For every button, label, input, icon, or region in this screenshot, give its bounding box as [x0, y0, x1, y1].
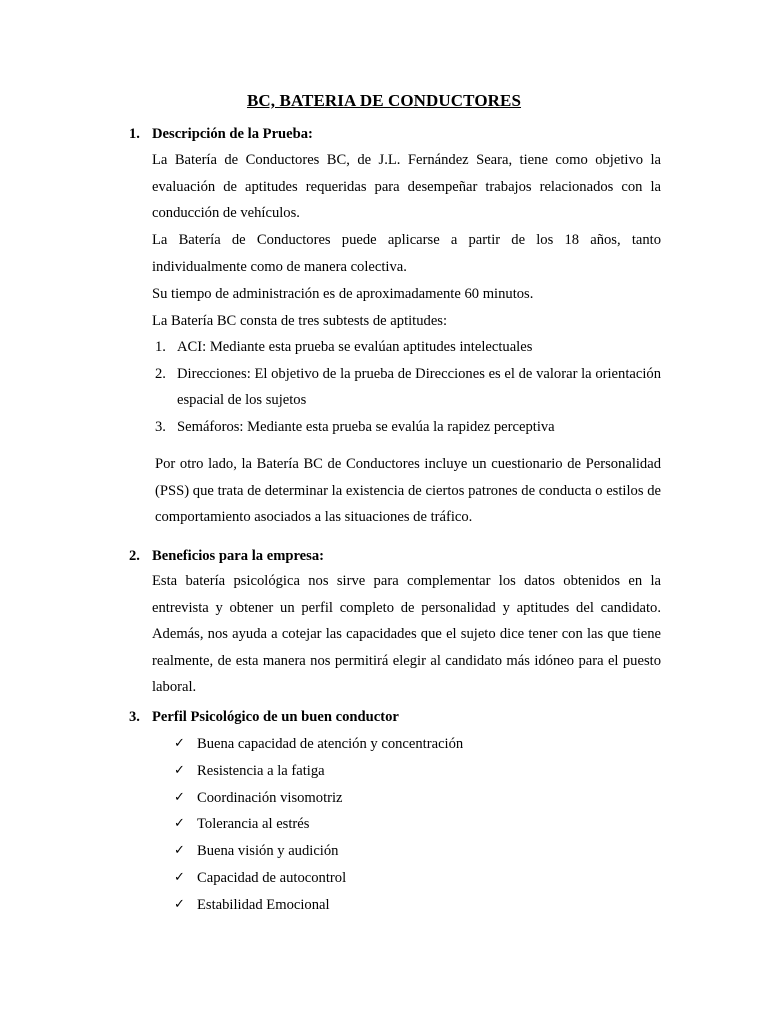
checkmark-icon: ✓ — [174, 869, 185, 885]
list-item — [155, 361, 661, 414]
subtest-2-text: Direcciones: El objetivo de la prueba de Direcciones es el de valorar la orientación espacial de los sujetos — [177, 365, 661, 408]
list-item — [174, 892, 463, 919]
subtest-3-text: Semáforos: Mediante esta prueba se evalúa la rapidez perceptiva — [177, 418, 555, 435]
list-item — [174, 731, 463, 758]
section-1-paragraph-3: Su tiempo de administración es de aproximadamente 60 minutos. — [152, 286, 534, 302]
list-item — [174, 838, 463, 865]
subtest-2-number: 2. — [155, 365, 166, 382]
list-item — [155, 414, 661, 441]
trait-text: Estabilidad Emocional — [197, 896, 330, 913]
traits-list — [174, 731, 463, 919]
subtests-list — [155, 334, 661, 440]
section-2-heading — [129, 548, 324, 565]
section-2-paragraph: Esta batería psicológica nos sirve para complementar los datos obtenidos en la entrevista y obtener un perfil completo de personalidad y aptitudes del candidato. Además, nos ayuda a cotejar las capacidades que el sujeto dice tener con las que tiene realmente, de esta manera nos permitirá elegir al candidato más idóneo para el puesto laboral. — [152, 573, 661, 695]
list-item — [174, 865, 463, 892]
trait-text: Tolerancia al estrés — [197, 816, 310, 833]
list-item — [174, 785, 463, 812]
subtest-1-number: 1. — [155, 339, 166, 355]
subtest-1-text: ACI: Mediante esta prueba se evalúan aptitudes intelectuales — [177, 339, 533, 355]
checkmark-icon: ✓ — [174, 896, 185, 912]
section-1-paragraph-2: La Batería de Conductores puede aplicarse a partir de los 18 años, tanto individualmente como de manera colectiva. — [152, 232, 661, 275]
section-1-heading — [129, 126, 313, 143]
section-1-paragraph-1: La Batería de Conductores BC, de J.L. Fernández Seara, tiene como objetivo la evaluación de aptitudes requeridas para desempeñar trabajos relacionados con la conducción de vehículos. — [152, 152, 661, 221]
checkmark-icon: ✓ — [174, 762, 185, 778]
section-1-paragraph-4: La Batería BC consta de tres subtests de aptitudes: — [152, 313, 448, 329]
trait-text: Resistencia a la fatiga — [197, 762, 325, 779]
list-item — [174, 758, 463, 785]
trait-text: Buena capacidad de atención y concentración — [197, 736, 464, 752]
trait-text: Capacidad de autocontrol — [197, 869, 347, 886]
checkmark-icon: ✓ — [174, 789, 185, 805]
document-title: BC, BATERIA DE CONDUCTORES — [246, 91, 522, 110]
section-3-number: 3. — [129, 709, 140, 725]
section-3-title: Perfil Psicológico de un buen conductor — [152, 709, 399, 725]
subtest-3-number: 3. — [155, 418, 166, 435]
section-2-title: Beneficios para la empresa: — [152, 548, 324, 564]
checkmark-icon: ✓ — [174, 843, 185, 859]
section-2-number: 2. — [129, 548, 140, 564]
section-1-title: Descripción de la Prueba: — [152, 126, 313, 142]
checkmark-icon: ✓ — [174, 736, 185, 751]
list-item — [174, 811, 463, 838]
checkmark-icon: ✓ — [174, 816, 185, 832]
list-item — [155, 334, 661, 361]
trait-text: Coordinación visomotriz — [197, 789, 343, 806]
section-1-closing-paragraph: Por otro lado, la Batería BC de Conductores incluye un cuestionario de Personalidad (PSS) que trata de determinar la existencia de ciertos patrones de conducta o estilos de comportamiento asociados a las situaciones de tráfico. — [155, 456, 661, 525]
section-1-number: 1. — [129, 126, 140, 142]
trait-text: Buena visión y audición — [197, 843, 339, 860]
section-3-heading — [129, 709, 399, 726]
